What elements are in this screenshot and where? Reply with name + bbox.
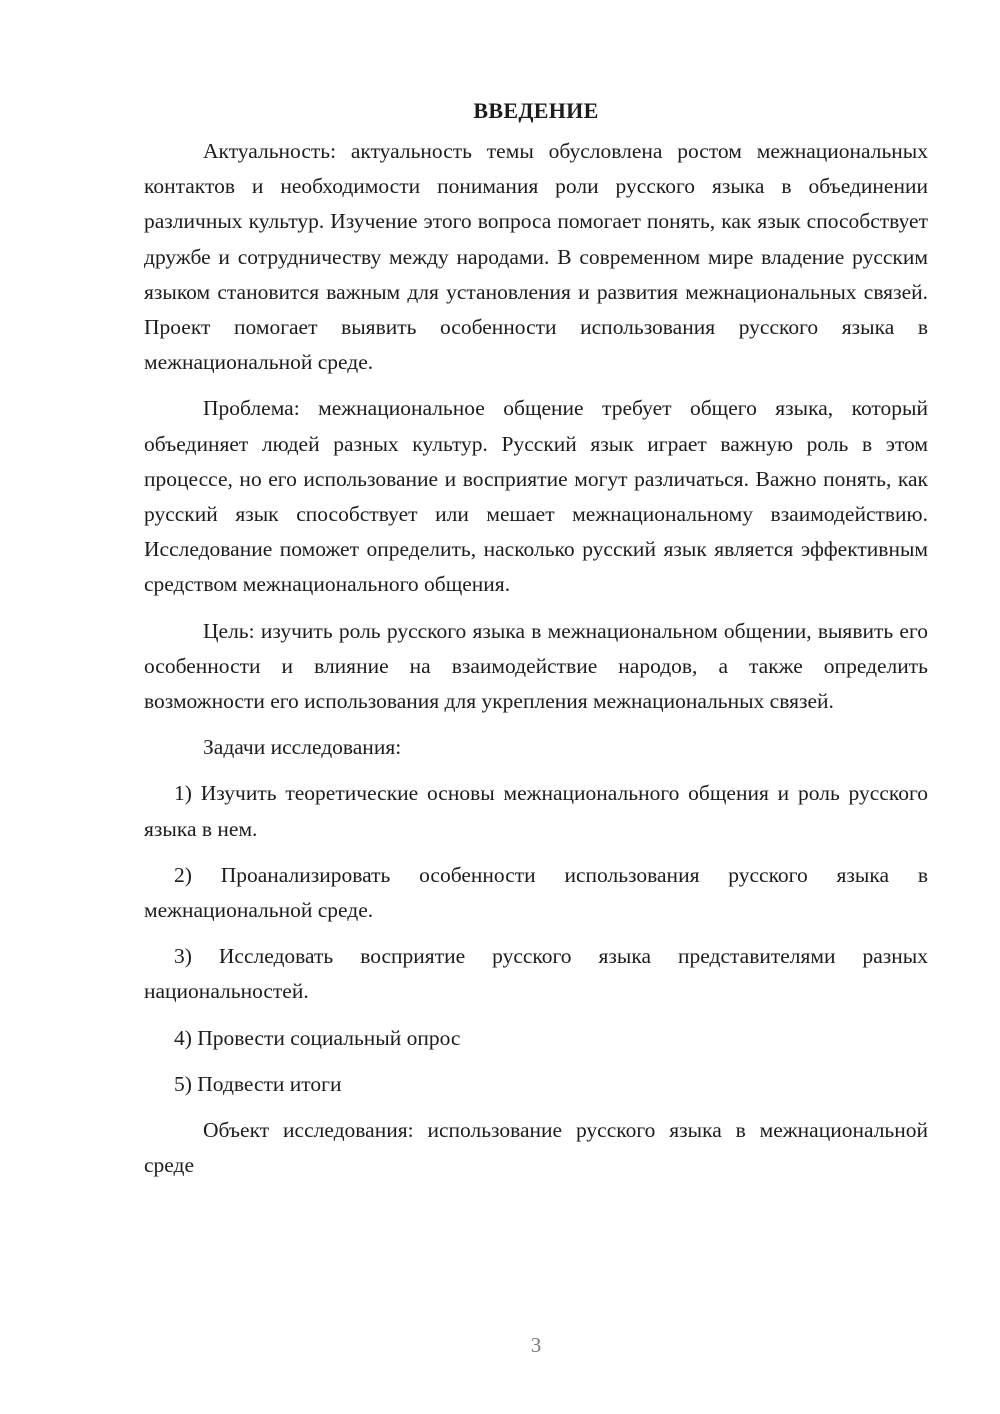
goal-paragraph: Цель: изучить роль русского языка в межнациональном общении, выявить его особенности и влияние на взаимодействие народов, а также определить возможности его использования для укрепления межнациональных связей. [144,618,928,714]
task-item-1: 1) Изучить теоретические основы межнационального общения и роль русского языка в нем. [144,781,928,841]
document-page [144,96,928,1194]
task-item-5: 5) Подвести итоги [174,1071,342,1096]
page-number: 3 [530,1333,542,1357]
section-heading: ВВЕДЕНИЕ [473,98,599,123]
problem-paragraph: Проблема: межнациональное общение требует общего языка, который объединяет людей разных культур. Русский язык играет важную роль в этом процессе, но его использование и восприятие могут различаться. Важно понять, как русский язык способствует или мешает межнациональному взаимодействию. Исследование поможет определить, насколько русский язык является эффективным средством межнационального общения. [144,396,928,597]
task-item-4: 4) Провести социальный опрос [174,1025,461,1050]
relevance-paragraph: Актуальность: актуальность темы обусловлена ростом межнациональных контактов и необходимости понимания роли русского языка в объединении различных культур. Изучение этого вопроса помогает понять, как язык способствует дружбе и сотрудничеству между народами. В современном мире владение русским языком становится важным для установления и развития межнациональных связей. Проект помогает выявить особенности использования русского языка в межнациональной среде. [144,139,928,375]
tasks-title: Задачи исследования: [203,735,402,760]
object-paragraph: Объект исследования: использование русского языка в межнациональной среде [144,1118,928,1178]
task-item-3: 3) Исследовать восприятие русского языка представителями разных национальностей. [144,944,928,1004]
task-item-2: 2) Проанализировать особенности использования русского языка в межнациональной среде. [144,862,928,923]
